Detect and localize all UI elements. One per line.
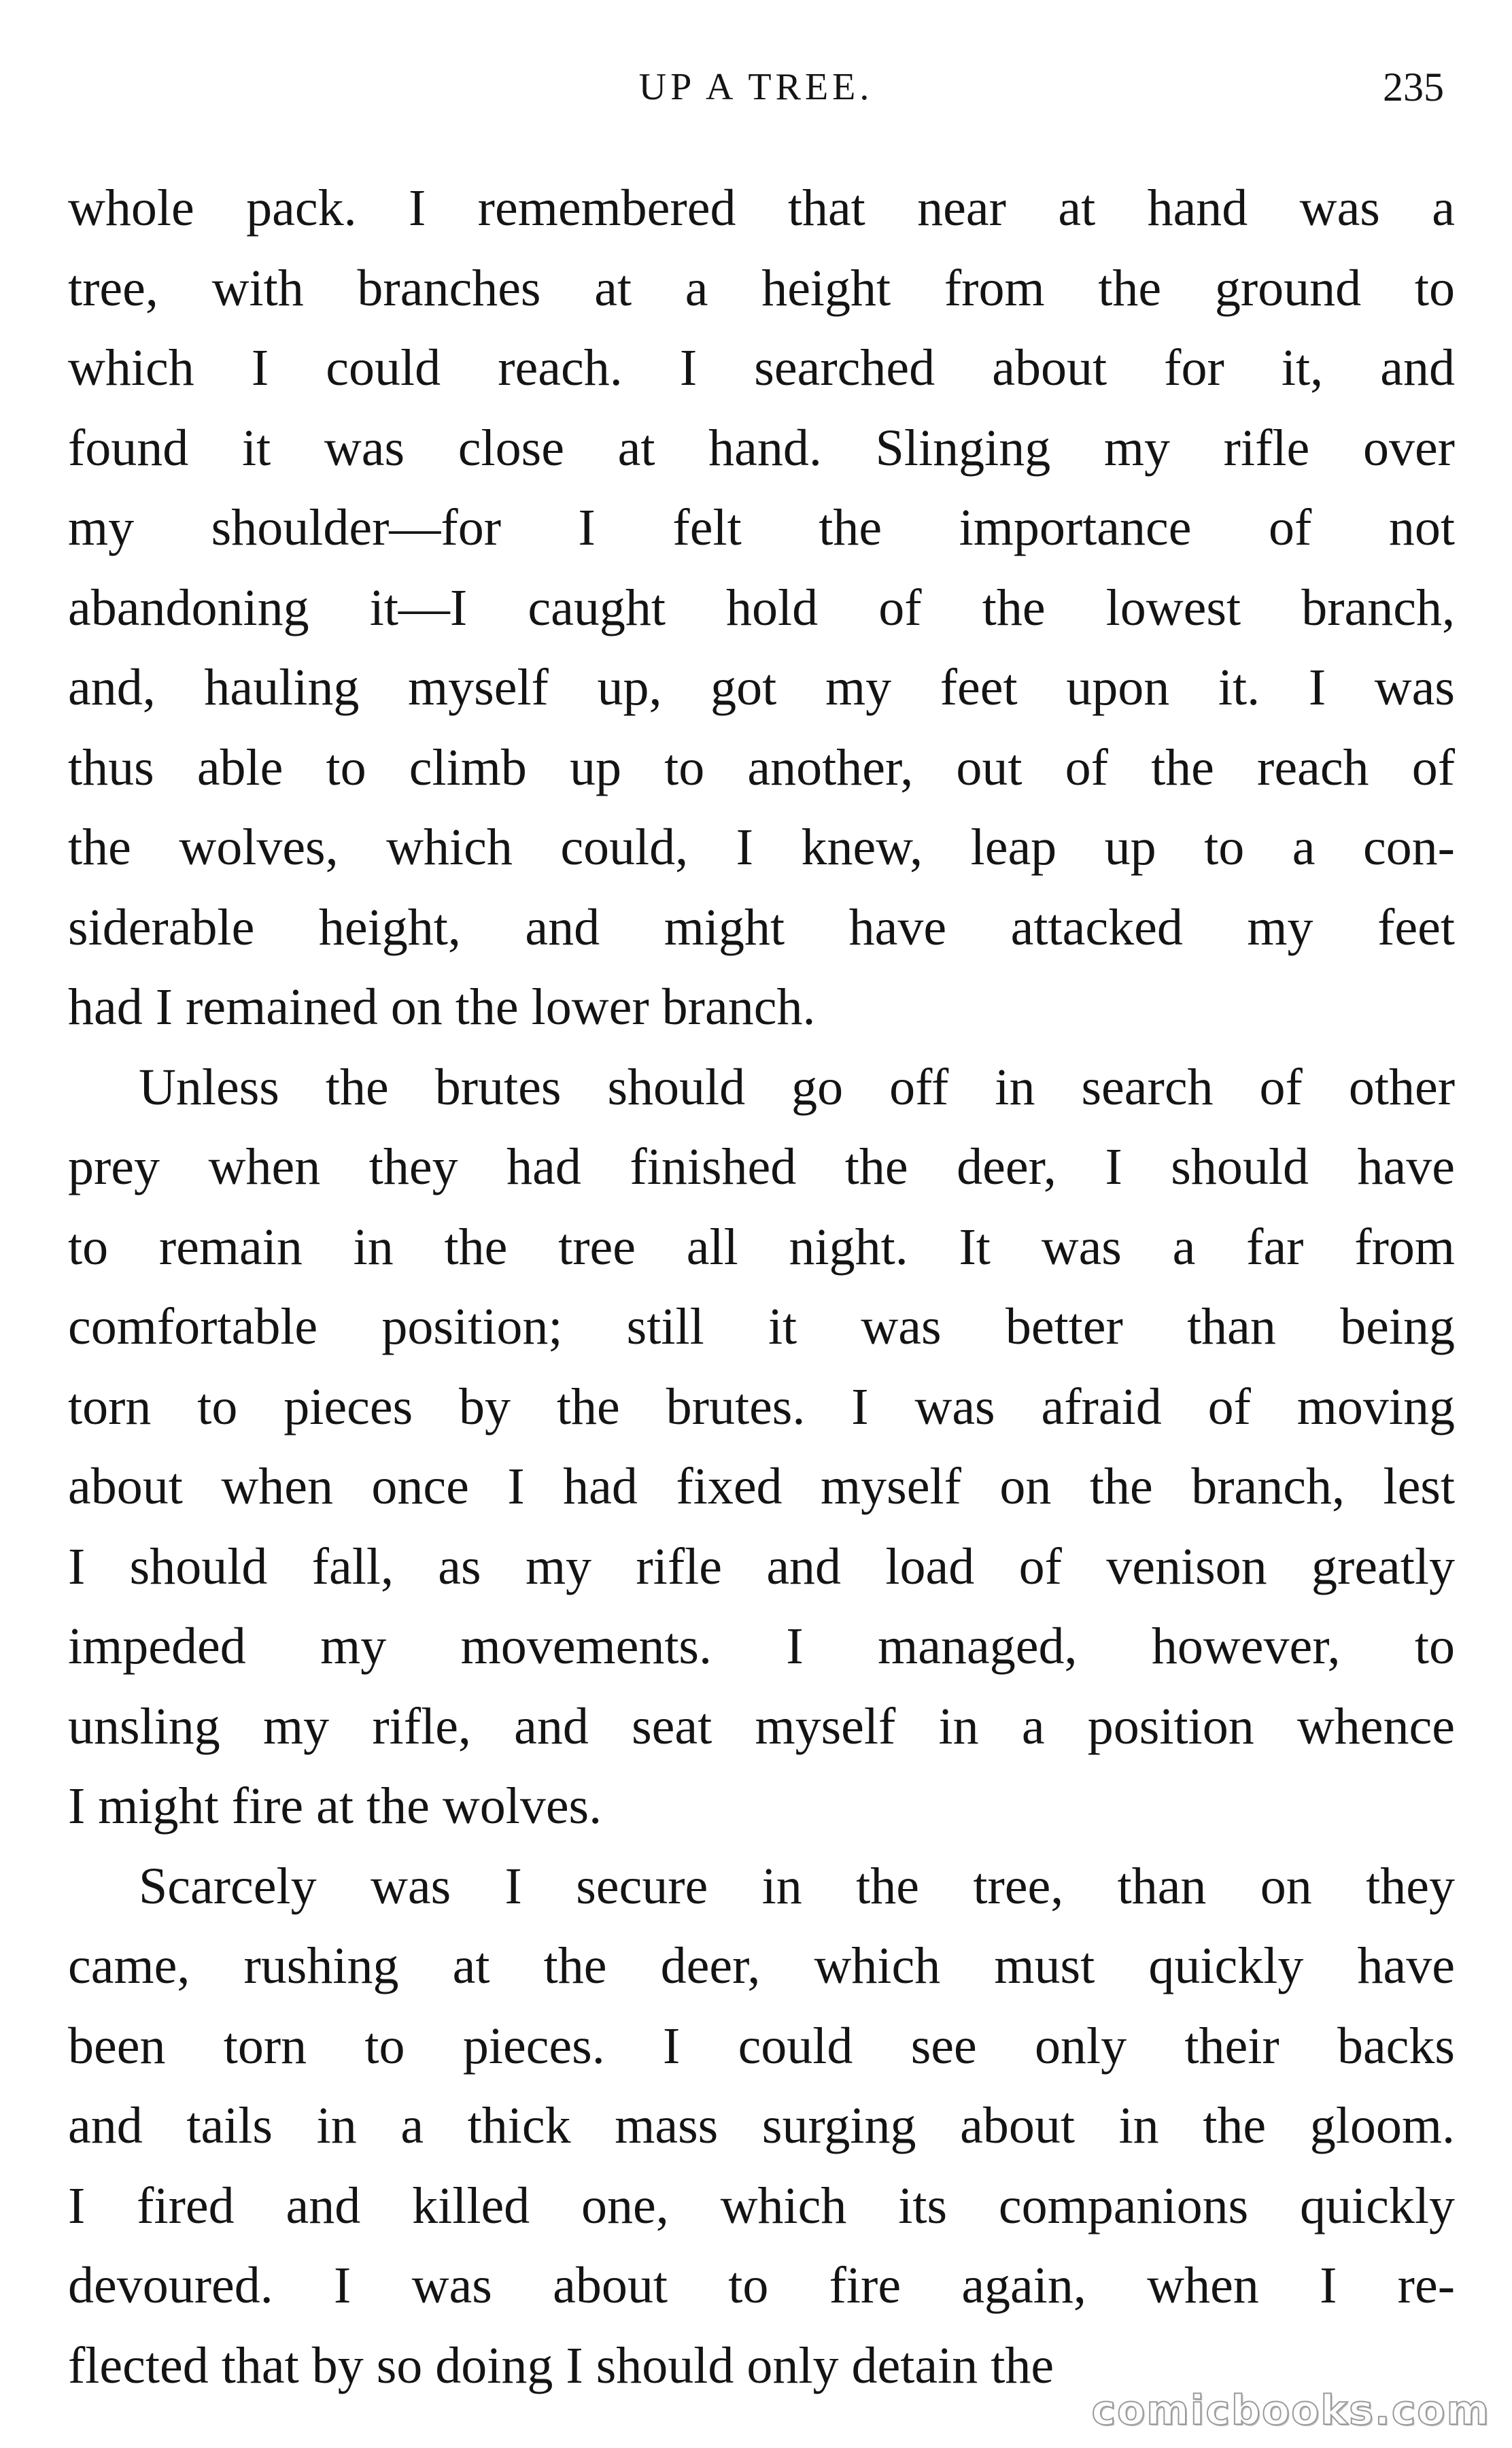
text-line: and tails in a thick mass surging about in the gloom. (68, 2097, 1455, 2154)
running-head (0, 60, 1512, 114)
page-number: 235 (1383, 65, 1444, 109)
text-line: came, rushing at the deer, which must quickly have (68, 1937, 1455, 1994)
paragraph (68, 1847, 1455, 2407)
text-line: flected that by so doing I should only detain the (68, 2336, 1054, 2394)
text-line: prey when they had finished the deer, I should have (68, 1138, 1455, 1195)
text-line: my shoulder—for I felt the importance of not (68, 499, 1455, 556)
watermark-logo: comicbooks.com (1091, 2387, 1490, 2434)
text-line: I fired and killed one, which its companions quickly (68, 2177, 1455, 2234)
text-line: found it was close at hand. Slinging my rifle over (68, 419, 1455, 477)
text-line: torn to pieces by the brutes. I was afraid of moving (68, 1378, 1455, 1435)
running-title: UP A TREE. (638, 66, 874, 108)
body-text (68, 169, 1455, 2406)
text-line: which I could reach. I searched about for it, and (68, 339, 1455, 396)
text-line: I might fire at the wolves. (68, 1778, 602, 1835)
text-line: had I remained on the lower branch. (68, 979, 816, 1036)
paragraph (68, 169, 1455, 1048)
text-line: to remain in the tree all night. It was a far from (68, 1218, 1455, 1276)
text-line: siderable height, and might have attacked my feet (68, 898, 1455, 956)
text-line: been torn to pieces. I could see only their backs (68, 2017, 1455, 2075)
text-line: abandoning it—I caught hold of the lowest branch, (68, 579, 1455, 636)
text-line: tree, with branches at a height from the ground to (68, 259, 1455, 317)
text-line: about when once I had fixed myself on the branch, lest (68, 1458, 1455, 1515)
text-line: comfortable position; still it was better than being (68, 1298, 1455, 1355)
text-line: I should fall, as my rifle and load of venison greatly (68, 1537, 1455, 1595)
text-line: thus able to climb up to another, out of the reach of (68, 738, 1455, 796)
text-line: and, hauling myself up, got my feet upon it. I was (68, 659, 1455, 716)
text-line: Unless the brutes should go off in search of other (139, 1058, 1455, 1116)
text-line: impeded my movements. I managed, however, to (68, 1618, 1455, 1675)
paragraph (68, 1048, 1455, 1847)
text-line: devoured. I was about to fire again, when I re- (68, 2257, 1455, 2314)
text-line: Scarcely was I secure in the tree, than on they (139, 1857, 1455, 1915)
text-line: unsling my rifle, and seat myself in a position whence (68, 1697, 1455, 1755)
text-line: whole pack. I remembered that near at hand was a (68, 180, 1455, 237)
text-line: the wolves, which could, I knew, leap up to a con- (68, 819, 1455, 876)
